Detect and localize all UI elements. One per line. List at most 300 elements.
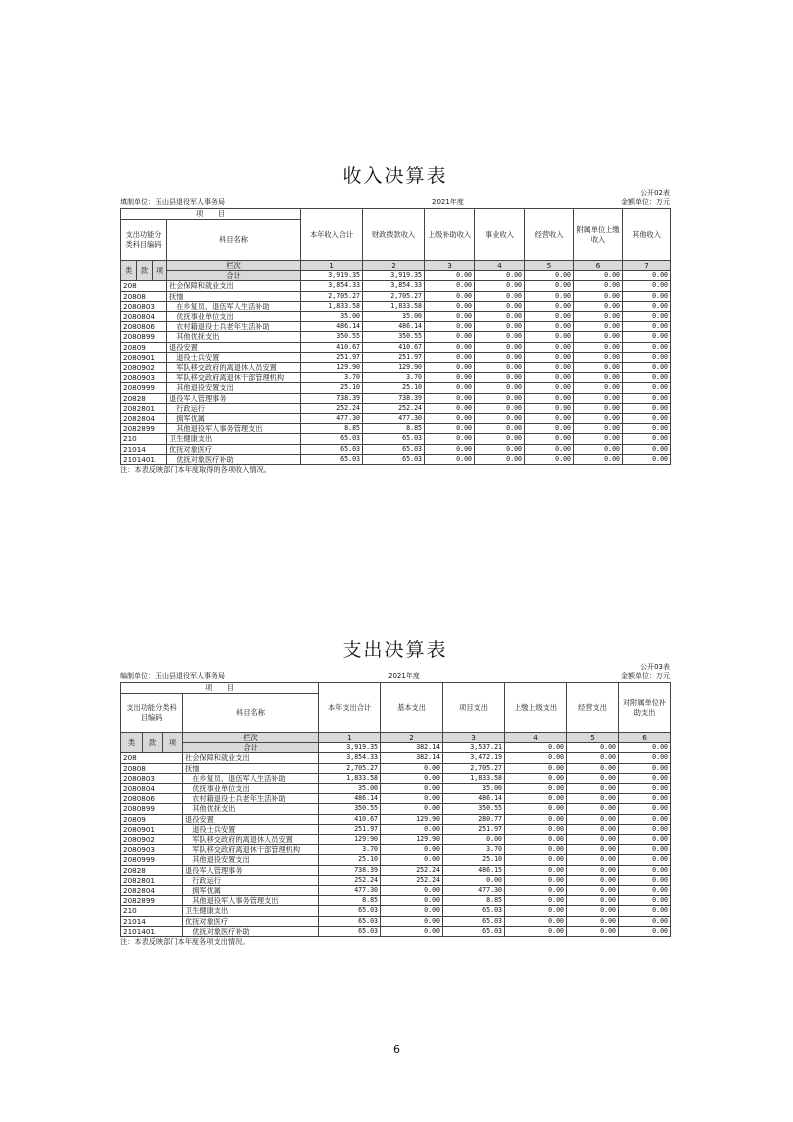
amount-cell: 0.00 [525,383,574,393]
income-unit: 金额单位：万元 [621,198,670,206]
expense-col-header-5: 经营支出 [567,683,619,733]
amount-cell: 0.00 [623,424,671,434]
expense-col-num: 6 [619,733,671,743]
amount-cell: 0.00 [574,414,623,424]
income-xiang-header: 项 [153,261,167,281]
amount-cell: 0.00 [623,332,671,342]
amount-cell: 3.70 [443,845,505,855]
expense-col-num: 2 [381,733,443,743]
table-row [121,424,671,434]
amount-cell: 486.15 [443,865,505,875]
amount-cell: 0.00 [619,753,671,763]
income-form-code: 公开02表 [640,189,670,197]
table-row [121,434,671,444]
amount-cell: 0.00 [623,434,671,444]
subject-code: 2080806 [121,794,183,804]
amount-cell: 0.00 [619,824,671,834]
expense-table-section [120,638,670,947]
amount-cell: 1,833.58 [301,301,363,311]
expense-code-header: 支出功能分类科目编码 [121,694,183,733]
subject-code: 2080806 [121,322,167,332]
expense-col-num: 3 [443,733,505,743]
amount-cell: 0.00 [525,403,574,413]
table-row [121,383,671,393]
amount-cell: 0.00 [475,301,525,311]
amount-cell: 251.97 [301,352,363,362]
subject-name: 军队移交政府离退休干部管理机构 [167,373,301,383]
amount-cell: 65.03 [319,916,381,926]
expense-total-value: 3,919.35 [319,743,381,753]
amount-cell: 65.03 [363,434,425,444]
subject-code: 2080903 [121,373,167,383]
amount-cell: 0.00 [505,865,567,875]
amount-cell: 0.00 [381,896,443,906]
subject-code: 20809 [121,342,167,352]
subject-code: 210 [121,434,167,444]
amount-cell: 0.00 [425,383,475,393]
amount-cell: 65.03 [443,916,505,926]
table-row [121,373,671,383]
amount-cell: 0.00 [475,373,525,383]
amount-cell: 0.00 [574,403,623,413]
amount-cell: 0.00 [505,886,567,896]
amount-cell: 0.00 [525,342,574,352]
income-table [120,208,671,465]
amount-cell: 1,833.58 [319,773,381,783]
amount-cell: 0.00 [505,896,567,906]
subject-code: 2101401 [121,926,183,936]
amount-cell: 35.00 [363,312,425,322]
expense-form-code: 公开03表 [640,663,670,671]
amount-cell: 486.14 [443,794,505,804]
amount-cell: 0.00 [475,383,525,393]
table-row [121,281,671,291]
amount-cell: 0.00 [623,373,671,383]
subject-code: 20808 [121,291,167,301]
subject-code: 20828 [121,865,183,875]
expense-col-num: 5 [567,733,619,743]
subject-name: 退役安置 [183,814,319,824]
amount-cell: 0.00 [381,926,443,936]
amount-cell: 0.00 [443,875,505,885]
amount-cell: 3.70 [301,373,363,383]
amount-cell: 252.24 [301,403,363,413]
amount-cell: 0.00 [525,454,574,464]
amount-cell: 129.90 [319,835,381,845]
amount-cell: 0.00 [619,784,671,794]
subject-name: 抚恤 [183,763,319,773]
amount-cell: 0.00 [525,301,574,311]
amount-cell: 350.55 [319,804,381,814]
subject-name: 抚恤 [167,291,301,301]
table-row [121,845,671,855]
amount-cell: 3,472.19 [443,753,505,763]
subject-code: 2082899 [121,896,183,906]
amount-cell: 0.00 [567,773,619,783]
amount-cell: 252.24 [319,875,381,885]
subject-code: 2082801 [121,875,183,885]
expense-total-value: 3,537.21 [443,743,505,753]
amount-cell: 0.00 [623,301,671,311]
subject-name: 拥军优属 [167,414,301,424]
amount-cell: 0.00 [567,855,619,865]
amount-cell: 0.00 [574,363,623,373]
subject-name: 其他退役军人事务管理支出 [167,424,301,434]
amount-cell: 2,705.27 [443,763,505,773]
income-total-value: 0.00 [425,271,475,281]
amount-cell: 0.00 [623,393,671,403]
subject-name: 其他优抚支出 [183,804,319,814]
amount-cell: 0.00 [475,322,525,332]
amount-cell: 0.00 [505,763,567,773]
amount-cell: 0.00 [619,916,671,926]
expense-lei-header: 类 [121,733,143,753]
expense-total-value: 0.00 [619,743,671,753]
amount-cell: 0.00 [525,434,574,444]
income-title: 收入决算表 [342,165,448,187]
amount-cell: 0.00 [525,291,574,301]
subject-code: 2101401 [121,454,167,464]
subject-name: 优抚事业单位支出 [183,784,319,794]
amount-cell: 129.90 [363,363,425,373]
income-col-header-1: 本年收入合计 [301,209,363,261]
amount-cell: 0.00 [505,835,567,845]
amount-cell: 0.00 [381,784,443,794]
income-col-num: 2 [363,261,425,271]
amount-cell: 251.97 [363,352,425,362]
amount-cell: 486.14 [301,322,363,332]
income-col-header-5: 经营收入 [525,209,574,261]
subject-code: 21014 [121,444,167,454]
amount-cell: 0.00 [574,322,623,332]
amount-cell: 0.00 [567,926,619,936]
income-note: 注：本表反映部门本年度取得的各项收入情况。 [120,465,271,475]
amount-cell: 0.00 [567,753,619,763]
amount-cell: 0.00 [623,291,671,301]
income-col-num: 4 [475,261,525,271]
income-kuan-header: 款 [137,261,153,281]
amount-cell: 0.00 [619,865,671,875]
table-row [121,763,671,773]
amount-cell: 0.00 [425,291,475,301]
subject-code: 2080804 [121,312,167,322]
amount-cell: 129.90 [381,814,443,824]
amount-cell: 0.00 [475,424,525,434]
amount-cell: 0.00 [619,845,671,855]
table-row [121,291,671,301]
amount-cell: 0.00 [475,393,525,403]
table-row [121,814,671,824]
subject-name: 军队移交政府离退休干部管理机构 [183,845,319,855]
income-col-num: 5 [525,261,574,271]
amount-cell: 0.00 [425,393,475,403]
amount-cell: 0.00 [425,342,475,352]
amount-cell: 65.03 [301,434,363,444]
table-row [121,906,671,916]
amount-cell: 2,705.27 [301,291,363,301]
amount-cell: 0.00 [505,855,567,865]
table-row [121,312,671,322]
amount-cell: 0.00 [623,322,671,332]
amount-cell: 0.00 [574,352,623,362]
amount-cell: 65.03 [319,906,381,916]
amount-cell: 0.00 [475,444,525,454]
amount-cell: 0.00 [619,886,671,896]
amount-cell: 0.00 [425,414,475,424]
amount-cell: 0.00 [425,403,475,413]
amount-cell: 0.00 [425,424,475,434]
subject-name: 退役安置 [167,342,301,352]
table-row [121,444,671,454]
amount-cell: 0.00 [381,794,443,804]
table-row [121,804,671,814]
income-table-section [120,164,670,475]
amount-cell: 486.14 [319,794,381,804]
subject-code: 2080903 [121,845,183,855]
amount-cell: 0.00 [425,352,475,362]
amount-cell: 0.00 [475,352,525,362]
subject-name: 其他优抚支出 [167,332,301,342]
amount-cell: 350.55 [443,804,505,814]
table-row [121,393,671,403]
amount-cell: 0.00 [574,373,623,383]
amount-cell: 0.00 [443,835,505,845]
subject-name: 优抚对象医疗 [183,916,319,926]
subject-code: 2080899 [121,804,183,814]
amount-cell: 0.00 [619,804,671,814]
amount-cell: 0.00 [574,424,623,434]
amount-cell: 0.00 [567,824,619,834]
amount-cell: 0.00 [574,454,623,464]
amount-cell: 0.00 [475,342,525,352]
amount-cell: 0.00 [567,865,619,875]
expense-col-header-3: 项目支出 [443,683,505,733]
amount-cell: 350.55 [363,332,425,342]
amount-cell: 0.00 [525,312,574,322]
amount-cell: 65.03 [363,454,425,464]
expense-unit: 金额单位：万元 [621,672,670,680]
subject-name: 退役士兵安置 [183,824,319,834]
subject-code: 2082801 [121,403,167,413]
amount-cell: 2,705.27 [363,291,425,301]
amount-cell: 0.00 [574,281,623,291]
amount-cell: 0.00 [574,312,623,322]
amount-cell: 0.00 [623,383,671,393]
amount-cell: 0.00 [567,804,619,814]
amount-cell: 477.30 [443,886,505,896]
amount-cell: 1,833.58 [443,773,505,783]
subject-name: 军队移交政府的离退休人员安置 [183,835,319,845]
amount-cell: 0.00 [623,454,671,464]
amount-cell: 0.00 [505,906,567,916]
expense-total-label: 合计 [183,743,319,753]
amount-cell: 0.00 [574,291,623,301]
subject-name: 退役军人管理事务 [167,393,301,403]
amount-cell: 0.00 [623,363,671,373]
amount-cell: 0.00 [567,794,619,804]
amount-cell: 0.00 [381,804,443,814]
subject-code: 20808 [121,763,183,773]
amount-cell: 477.30 [319,886,381,896]
subject-code: 21014 [121,916,183,926]
table-row [121,926,671,936]
amount-cell: 0.00 [619,926,671,936]
subject-code: 2080999 [121,855,183,865]
amount-cell: 410.67 [363,342,425,352]
expense-lanci-label: 栏次 [183,733,319,743]
table-row [121,875,671,885]
amount-cell: 0.00 [567,875,619,885]
subject-code: 2082804 [121,886,183,896]
amount-cell: 382.14 [381,753,443,763]
amount-cell: 410.67 [301,342,363,352]
amount-cell: 0.00 [505,916,567,926]
amount-cell: 0.00 [475,332,525,342]
amount-cell: 0.00 [574,383,623,393]
amount-cell: 25.10 [443,855,505,865]
income-year: 2021年度 [432,198,464,206]
amount-cell: 0.00 [475,363,525,373]
subject-name: 行政运行 [167,403,301,413]
amount-cell: 0.00 [623,342,671,352]
amount-cell: 129.90 [381,835,443,845]
amount-cell: 0.00 [475,454,525,464]
amount-cell: 0.00 [525,444,574,454]
income-meta [120,188,670,208]
subject-name: 优抚事业单位支出 [167,312,301,322]
table-row [121,784,671,794]
table-row [121,916,671,926]
income-total-label: 合计 [167,271,301,281]
amount-cell: 0.00 [567,896,619,906]
amount-cell: 0.00 [619,763,671,773]
table-row [121,332,671,342]
amount-cell: 0.00 [425,434,475,444]
subject-name: 退役军人管理事务 [183,865,319,875]
subject-code: 2080901 [121,352,167,362]
income-lanci-label: 栏次 [167,261,301,271]
subject-code: 208 [121,753,183,763]
amount-cell: 251.97 [319,824,381,834]
subject-code: 2080902 [121,835,183,845]
amount-cell: 477.30 [363,414,425,424]
amount-cell: 0.00 [623,444,671,454]
amount-cell: 0.00 [574,393,623,403]
amount-cell: 0.00 [381,824,443,834]
amount-cell: 3.70 [319,845,381,855]
table-row [121,753,671,763]
amount-cell: 0.00 [505,784,567,794]
subject-name: 在乡复员、退伍军人生活补助 [167,301,301,311]
expense-table [120,682,671,937]
amount-cell: 0.00 [623,312,671,322]
table-row [121,886,671,896]
amount-cell: 0.00 [619,875,671,885]
income-col-num: 3 [425,261,475,271]
amount-cell: 0.00 [567,916,619,926]
amount-cell: 65.03 [443,906,505,916]
amount-cell: 3.70 [363,373,425,383]
amount-cell: 0.00 [425,454,475,464]
amount-cell: 251.97 [443,824,505,834]
amount-cell: 252.24 [381,875,443,885]
amount-cell: 35.00 [301,312,363,322]
amount-cell: 8.85 [301,424,363,434]
amount-cell: 65.03 [301,454,363,464]
expense-year: 2021年度 [388,672,420,680]
amount-cell: 0.00 [505,845,567,855]
amount-cell: 0.00 [505,773,567,783]
amount-cell: 65.03 [363,444,425,454]
amount-cell: 252.24 [363,403,425,413]
subject-name: 其他退役安置支出 [167,383,301,393]
income-total-value: 3,919.35 [363,271,425,281]
amount-cell: 0.00 [623,281,671,291]
amount-cell: 0.00 [425,312,475,322]
subject-code: 2080999 [121,383,167,393]
subject-name: 军队移交政府的离退休人员安置 [167,363,301,373]
table-row [121,352,671,362]
amount-cell: 0.00 [425,363,475,373]
table-row [121,773,671,783]
amount-cell: 410.67 [319,814,381,824]
expense-name-header: 科目名称 [183,694,319,733]
income-total-value: 3,919.35 [301,271,363,281]
income-col-num: 1 [301,261,363,271]
amount-cell: 0.00 [567,814,619,824]
table-row [121,322,671,332]
subject-name: 社会保障和就业支出 [183,753,319,763]
subject-code: 2080902 [121,363,167,373]
expense-col-header-1: 本年支出合计 [319,683,381,733]
subject-code: 20809 [121,814,183,824]
amount-cell: 65.03 [443,926,505,936]
amount-cell: 738.39 [319,865,381,875]
income-col-num: 6 [574,261,623,271]
amount-cell: 0.00 [425,444,475,454]
amount-cell: 3,854.33 [363,281,425,291]
income-item-header: 项 目 [121,209,301,220]
amount-cell: 0.00 [623,414,671,424]
amount-cell: 477.30 [301,414,363,424]
expense-xiang-header: 项 [163,733,183,753]
amount-cell: 3,854.33 [301,281,363,291]
amount-cell: 0.00 [567,835,619,845]
income-total-value: 0.00 [623,271,671,281]
amount-cell: 0.00 [425,301,475,311]
subject-code: 2082804 [121,414,167,424]
page-number: 6 [393,1043,400,1056]
table-row [121,865,671,875]
expense-meta [120,662,670,682]
amount-cell: 8.85 [363,424,425,434]
expense-note: 注：本表反映部门本年度各项支出情况。 [120,937,250,947]
amount-cell: 0.00 [619,814,671,824]
amount-cell: 0.00 [567,886,619,896]
subject-code: 2080804 [121,784,183,794]
income-col-header-2: 财政拨款收入 [363,209,425,261]
amount-cell: 0.00 [619,906,671,916]
amount-cell: 0.00 [574,332,623,342]
amount-cell: 0.00 [381,916,443,926]
amount-cell: 0.00 [505,814,567,824]
income-name-header: 科目名称 [167,220,301,261]
expense-org: 编制单位：玉山县退役军人事务局 [120,672,225,680]
amount-cell: 0.00 [381,763,443,773]
amount-cell: 0.00 [623,352,671,362]
amount-cell: 0.00 [525,281,574,291]
amount-cell: 0.00 [475,291,525,301]
